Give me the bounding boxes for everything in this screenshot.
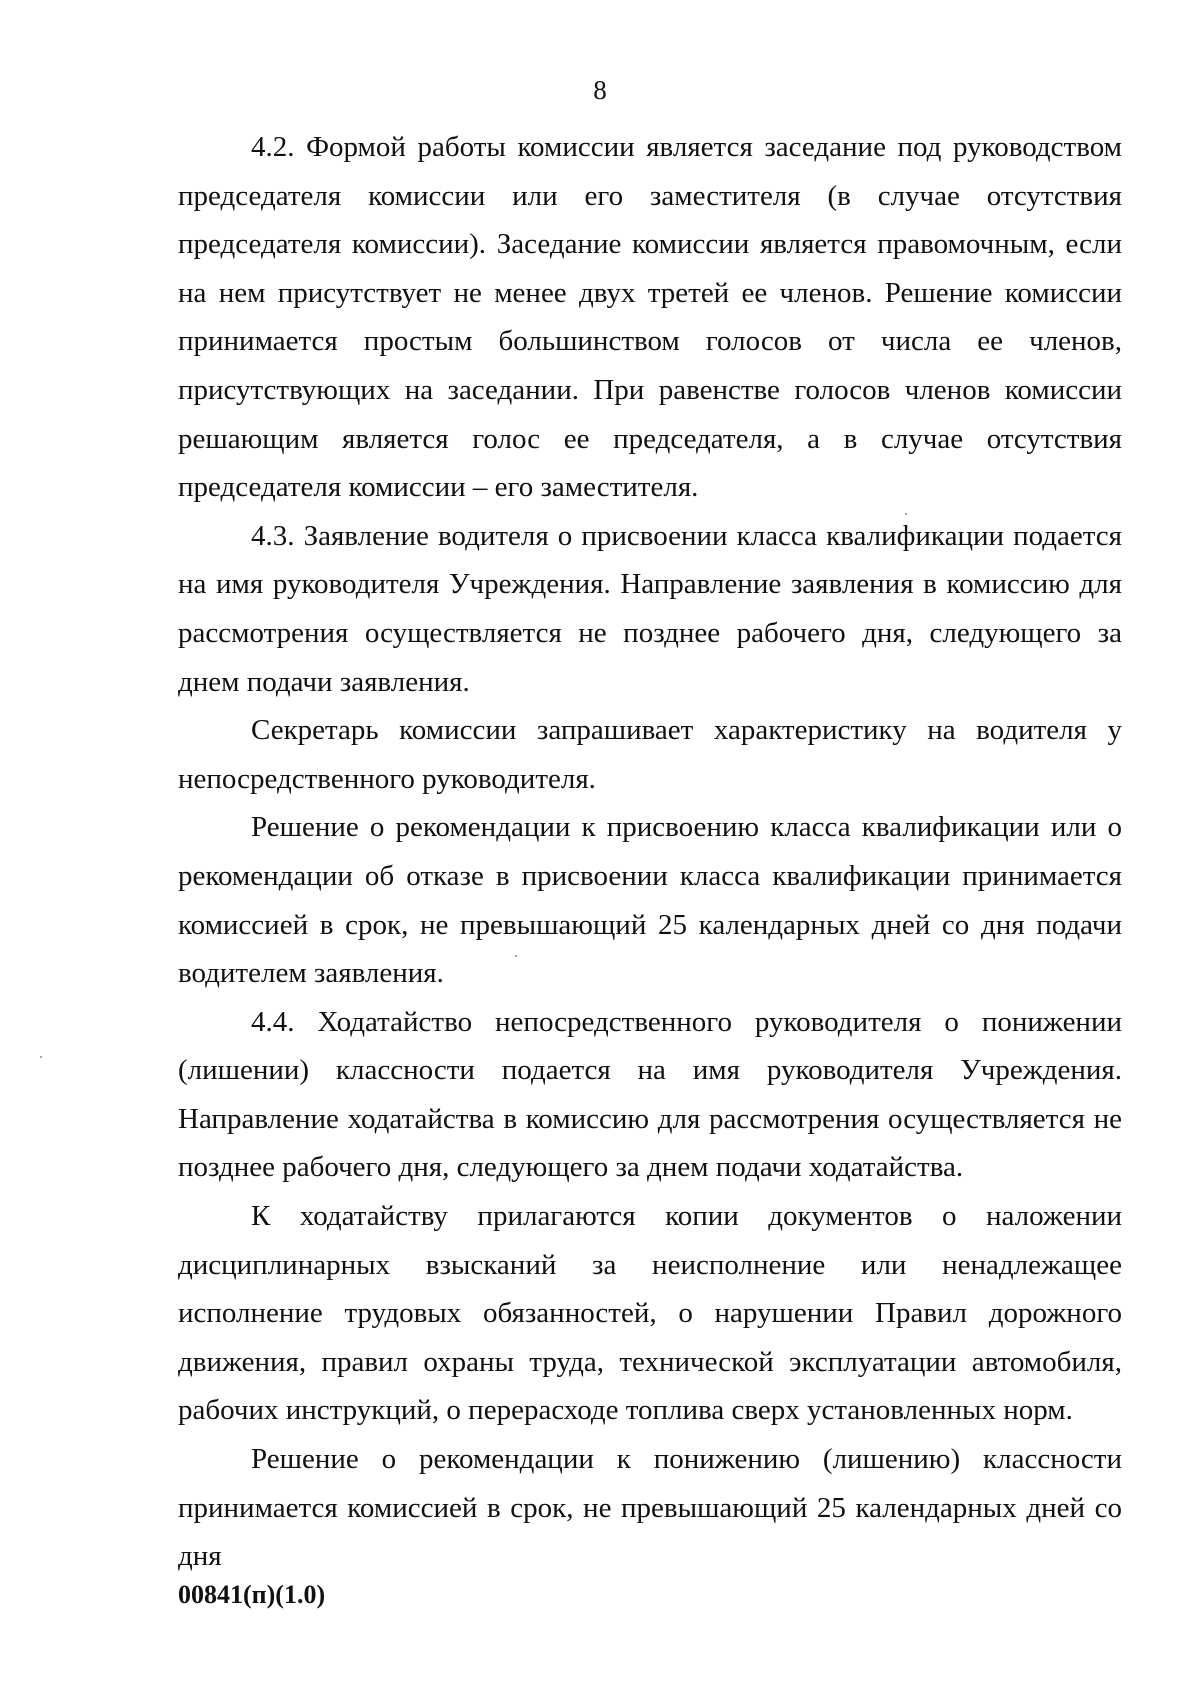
paragraph-attachments: К ходатайству прилагаются копии документов о наложении дисциплинарных взысканий за неисполнение или ненадлежащее исполнение трудовых обязанностей, о нарушении Правил дорожного движения, правил охраны труда, технической эксплуатации автомобиля, рабочих инструкций, о перерасходе топлива сверх установленных норм. [178,1200,1122,1427]
paragraph-4-4: 4.4. Ходатайство непосредственного руководителя о понижении (лишении) классности подается на имя руководителя Учреждения. Направление ходатайства в комиссию для рассмотрения осуществляется не позднее рабочего дня, следующего за днем подачи ходатайства. [178,1005,1122,1184]
scan-speck [40,1056,42,1058]
scan-speck [515,955,517,957]
paragraph-secretary: Секретарь комиссии запрашивает характеристику на водителя у непосредственного руководителя. [178,714,1122,795]
paragraph-decision-qualification: Решение о рекомендации к присвоению класса квалификации или о рекомендации об отказе в присвоении класса квалификации принимается комиссией в срок, не превышающий 25 календарных дней со дня подачи водителем заявления. [178,811,1122,990]
paragraph-4-3: 4.3. Заявление водителя о присвоении класса квалификации подается на имя руководителя Учреждения. Направление заявления в комиссию для рассмотрения осуществляется не позднее рабочего дня, следующего за днем подачи заявления. [178,519,1122,698]
paragraph-decision-demotion: Решение о рекомендации к понижению (лишению) классности принимается комиссией в срок, не превышающий 25 календарных дней со дня [178,1443,1122,1573]
document-body [178,123,1122,1581]
paragraph-4-2: 4.2. Формой работы комиссии является заседание под руководством председателя комиссии или его заместителя (в случае отсутствия председателя комиссии). Заседание комиссии является правомочным, если на нем присутствует не менее двух третей ее членов. Решение комиссии принимается простым большинством голосов от числа ее членов, присутствующих на заседании. При равенстве голосов членов комиссии решающим является голос ее председателя, а в случае отсутствия председателя комиссии – его заместителя. [178,131,1122,504]
page-number: 8 [593,75,607,105]
document-code: 00841(п)(1.0) [178,1580,326,1609]
scan-speck [905,513,907,515]
